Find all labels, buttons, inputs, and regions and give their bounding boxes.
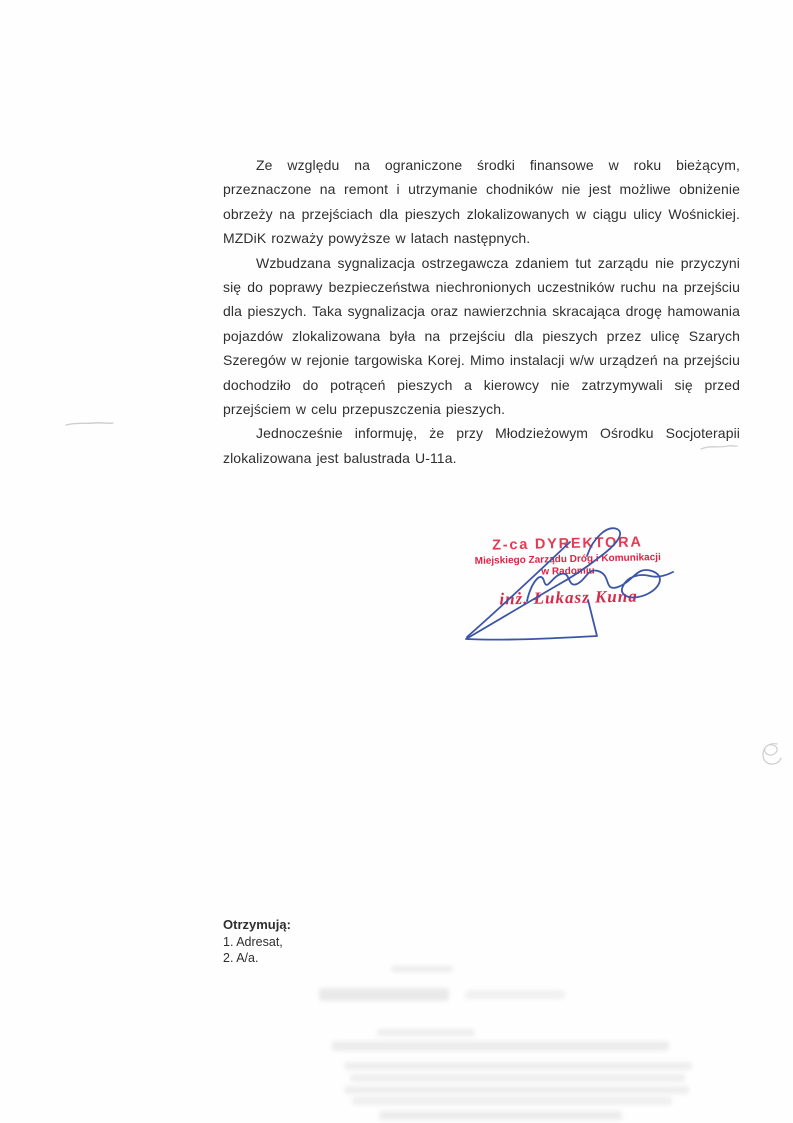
scribble-mark [757,740,785,770]
bleed-through-mark [344,1086,689,1094]
letter-body [223,153,740,470]
body-paragraph: Jednocześnie informuję, że przy Młodzieżowym Ośrodku Socjoterapii zlokalizowana jest balustrada U-11a. [223,425,740,466]
bleed-through-mark [332,1041,669,1051]
handwritten-signature [440,523,700,653]
distribution-heading: Otrzymują: [223,917,291,932]
stamp-title: Z-ca DYREKTORA [491,534,643,554]
pencil-mark [62,416,117,430]
bleed-through-mark [319,988,449,1001]
bleed-through-mark [352,1097,672,1105]
bleed-through-mark [344,1062,692,1070]
bleed-through-mark [379,1111,622,1120]
distribution-list [223,917,291,967]
bleed-through-mark [465,990,565,999]
stamp-organization: Miejskiego Zarządu Dróg i Komunikacji [474,551,661,567]
bleed-through-mark [377,1029,475,1036]
stamp-location: w Radomiu [541,565,595,578]
bleed-through-mark [391,966,453,972]
bleed-through-mark [350,1074,685,1082]
stamp-signer-name: inż. Łukasz Kuna [499,586,638,609]
body-paragraph: Wzbudzana sygnalizacja ostrzegawcza zdaniem tut zarządu nie przyczyni się do poprawy bezpieczeństwa niechronionych uczestników ruchu na przejściu dla pieszych. Taka sygnalizacja oraz nawierzchnia skracająca drogę hamowania pojazdów zlokalizowana była na przejściu dla pieszych przez ulicę Szarych Szeregów w rejonie targowiska Korej. Mimo instalacji w/w urządzeń na przejściu dochodziło do potrąceń pieszych a kierowcy nie zatrzymywali się przed przejściem w celu przepuszczenia pieszych. [223,254,740,418]
body-paragraph: Ze względu na ograniczone środki finansowe w roku bieżącym, przeznaczone na remont i utrzymanie chodników nie jest możliwe obniżenie obrzeży na przejściach dla pieszych zlokalizowanych w ciągu ulicy Wośnickiej. MZDiK rozważy powyższe w latach następnych. [223,157,740,247]
pencil-mark [698,441,740,453]
signature-block [440,523,700,653]
distribution-item: 2. A/a. [223,951,259,965]
distribution-item: 1. Adresat, [223,934,283,949]
